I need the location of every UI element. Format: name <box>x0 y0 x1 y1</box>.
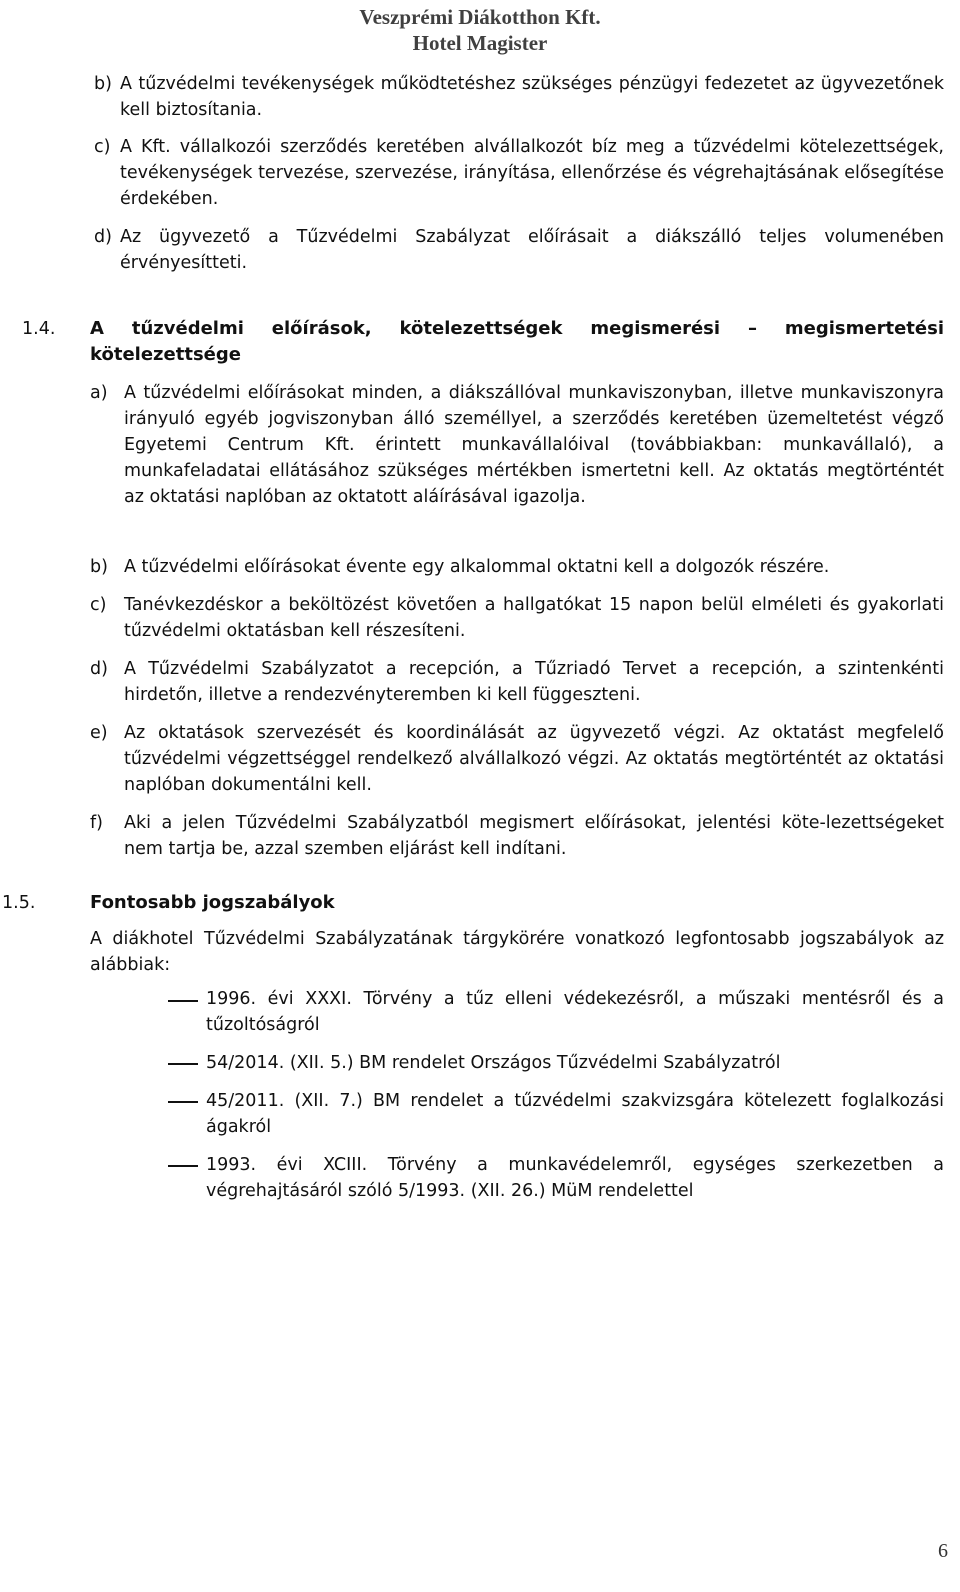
s14-label-f: f) <box>90 813 103 833</box>
s14-item-a: A tűzvédelmi előírásokat minden, a diákszállóval munkaviszonyban, illetve munkaviszonyra irányuló egyéb jogviszonyban álló személlyel, a szerződés keretében üzemeltetést végző Egyetemi Centrum Kft. érintett munkavállalóival (továbbiakban: munkavállaló), a munkafeladatai ellátásához szükséges mértékben ismertetni kell. Az oktatás megtörténtét az oktatási naplóban az oktatott aláírásával igazolja. <box>124 383 944 507</box>
list-dash <box>168 1101 198 1103</box>
section-title-1-5: Fontosabb jogszabályok <box>90 892 335 913</box>
list-item-text-d: Az ügyvezető a Tűzvédelmi Szabályzat előírásait a diákszálló teljes volumenében érvényesítteti. <box>120 227 944 273</box>
s14-item-f: Aki a jelen Tűzvédelmi Szabályzatból megismert előírásokat, jelentési köte-lezettségeket nem tartja be, azzal szemben eljárást kell indítani. <box>124 813 944 859</box>
list-dash <box>168 1165 198 1167</box>
law-item-2: 54/2014. (XII. 5.) BM rendelet Országos Tűzvédelmi Szabályzatról <box>206 1053 781 1073</box>
s14-label-c: c) <box>90 595 107 615</box>
section-1-5-intro: A diákhotel Tűzvédelmi Szabályzatának tárgykörére vonatkozó legfontosabb jogszabályok az alábbiak: <box>90 929 944 975</box>
s14-label-d: d) <box>90 659 108 679</box>
list-dash <box>168 1063 198 1065</box>
list-label-d: d) <box>94 227 112 247</box>
page-header <box>0 4 960 56</box>
list-label-c: c) <box>94 137 111 157</box>
page-number: 6 <box>938 1540 948 1562</box>
list-dash <box>168 1000 198 1002</box>
law-item-1: 1996. évi XXXI. Törvény a tűz elleni védekezésről, a műszaki mentésről és a tűzoltóságról <box>206 989 944 1035</box>
list-label-b: b) <box>94 74 112 94</box>
header-hotel: Hotel Magister <box>412 31 548 55</box>
s14-item-b: A tűzvédelmi előírásokat évente egy alkalommal oktatni kell a dolgozók részére. <box>124 557 830 577</box>
list-item-text-c: A Kft. vállalkozói szerződés keretében alvállalkozót bíz meg a tűzvédelmi kötelezettségek, tevékenységek tervezése, szervezése, irányítása, ellenőrzése és végrehajtásának elősegítése érdekében. <box>120 137 944 209</box>
list-item-text-b: A tűzvédelmi tevékenységek működtetéshez szükséges pénzügyi fedezetet az ügyvezetőnek kell biztosítania. <box>120 74 944 120</box>
s14-label-e: e) <box>90 723 108 743</box>
s14-label-a: a) <box>90 383 108 403</box>
header-company: Veszprémi Diákotthon Kft. <box>359 5 601 29</box>
law-item-4: 1993. évi XCIII. Törvény a munkavédelemről, egységes szerkezetben a végrehajtásáról szóló 5/1993. (XII. 26.) MüM rendelettel <box>206 1155 944 1201</box>
section-number-1-4: 1.4. <box>22 319 56 339</box>
s14-label-b: b) <box>90 557 108 577</box>
s14-item-c: Tanévkezdéskor a beköltözést követően a hallgatókat 15 napon belül elméleti és gyakorlati tűzvédelmi oktatásban kell részesíteni. <box>124 595 944 641</box>
law-item-3: 45/2011. (XII. 7.) BM rendelet a tűzvédelmi szakvizsgára kötelezett foglalkozási ágakról <box>206 1091 944 1137</box>
section-title-1-4: A tűzvédelmi előírások, kötelezettségek megismerési – megismertetési kötelezettsége <box>90 318 944 365</box>
s14-item-e: Az oktatások szervezését és koordinálását az ügyvezető végzi. Az oktatást megfelelő tűzvédelmi végzettséggel rendelkező alvállalkozó végzi. Az oktatás megtörténtét az oktatási naplóban dokumentálni kell. <box>124 723 944 795</box>
section-number-1-5: 1.5. <box>2 893 36 913</box>
s14-item-d: A Tűzvédelmi Szabályzatot a recepción, a Tűzriadó Tervet a recepción, a szintenkénti hirdetőn, illetve a rendezvényteremben ki kell függeszteni. <box>124 659 944 705</box>
